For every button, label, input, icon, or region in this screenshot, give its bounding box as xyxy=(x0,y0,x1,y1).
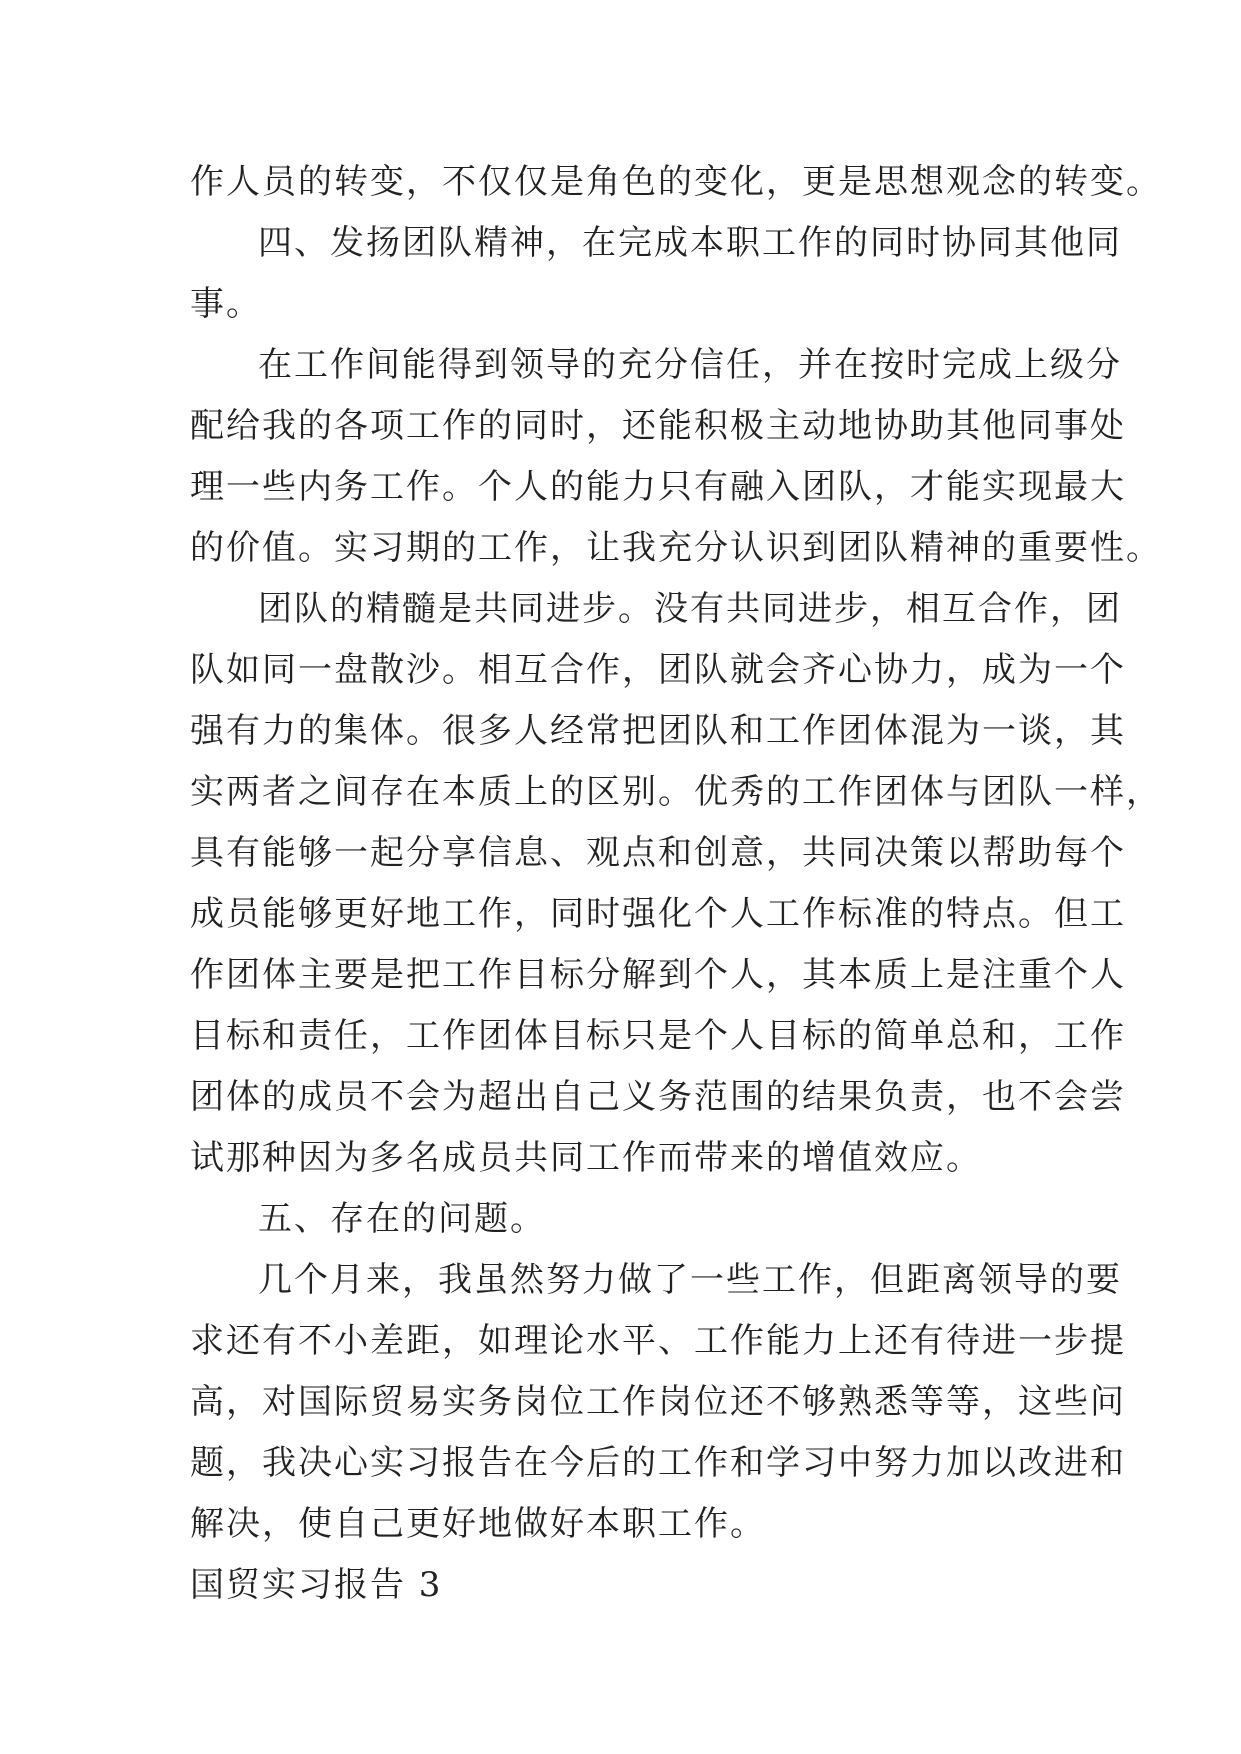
text-line: 配给我的各项工作的同时，还能积极主动地协助其他同事处 xyxy=(190,406,1126,446)
text-line: 成员能够更好地工作，同时强化个人工作标准的特点。但工 xyxy=(190,894,1126,934)
text-line: 作团体主要是把工作目标分解到个人，其本质上是注重个人 xyxy=(190,955,1126,995)
text-line: 几个月来，我虽然努力做了一些工作，但距离领导的要 xyxy=(258,1260,1122,1300)
text-line: 作人员的转变，不仅仅是角色的变化，更是思想观念的转变。 xyxy=(190,162,1162,202)
text-line: 解决，使自己更好地做好本职工作。 xyxy=(190,1504,766,1544)
text-line: 实两者之间存在本质上的区别。优秀的工作团体与团队一样， xyxy=(190,772,1162,812)
text-line: 在工作间能得到领导的充分信任，并在按时完成上级分 xyxy=(258,345,1122,385)
text-line: 事。 xyxy=(190,284,262,324)
report-title: 国贸实习报告 3 xyxy=(190,1565,443,1605)
section-heading-4: 四、发扬团队精神，在完成本职工作的同时协同其他同 xyxy=(258,223,1122,263)
text-line: 团体的成员不会为超出自己义务范围的结果负责，也不会尝 xyxy=(190,1077,1126,1117)
text-line: 团队的精髓是共同进步。没有共同进步，相互合作，团 xyxy=(258,589,1122,629)
text-line: 队如同一盘散沙。相互合作，团队就会齐心协力，成为一个 xyxy=(190,650,1126,690)
text-line: 题，我决心实习报告在今后的工作和学习中努力加以改进和 xyxy=(190,1443,1126,1483)
text-line: 试那种因为多名成员共同工作而带来的增值效应。 xyxy=(190,1138,982,1178)
text-line: 理一些内务工作。个人的能力只有融入团队，才能实现最大 xyxy=(190,467,1126,507)
text-line: 目标和责任，工作团体目标只是个人目标的简单总和，工作 xyxy=(190,1016,1126,1056)
text-line: 高，对国际贸易实务岗位工作岗位还不够熟悉等等，这些问 xyxy=(190,1382,1126,1422)
text-line: 求还有不小差距，如理论水平、工作能力上还有待进一步提 xyxy=(190,1321,1126,1361)
text-line: 强有力的集体。很多人经常把团队和工作团体混为一谈，其 xyxy=(190,711,1126,751)
text-line: 的价值。实习期的工作，让我充分认识到团队精神的重要性。 xyxy=(190,528,1162,568)
text-line: 具有能够一起分享信息、观点和创意，共同决策以帮助每个 xyxy=(190,833,1126,873)
document-body xyxy=(190,152,1162,1616)
section-heading-5: 五、存在的问题。 xyxy=(258,1199,546,1239)
